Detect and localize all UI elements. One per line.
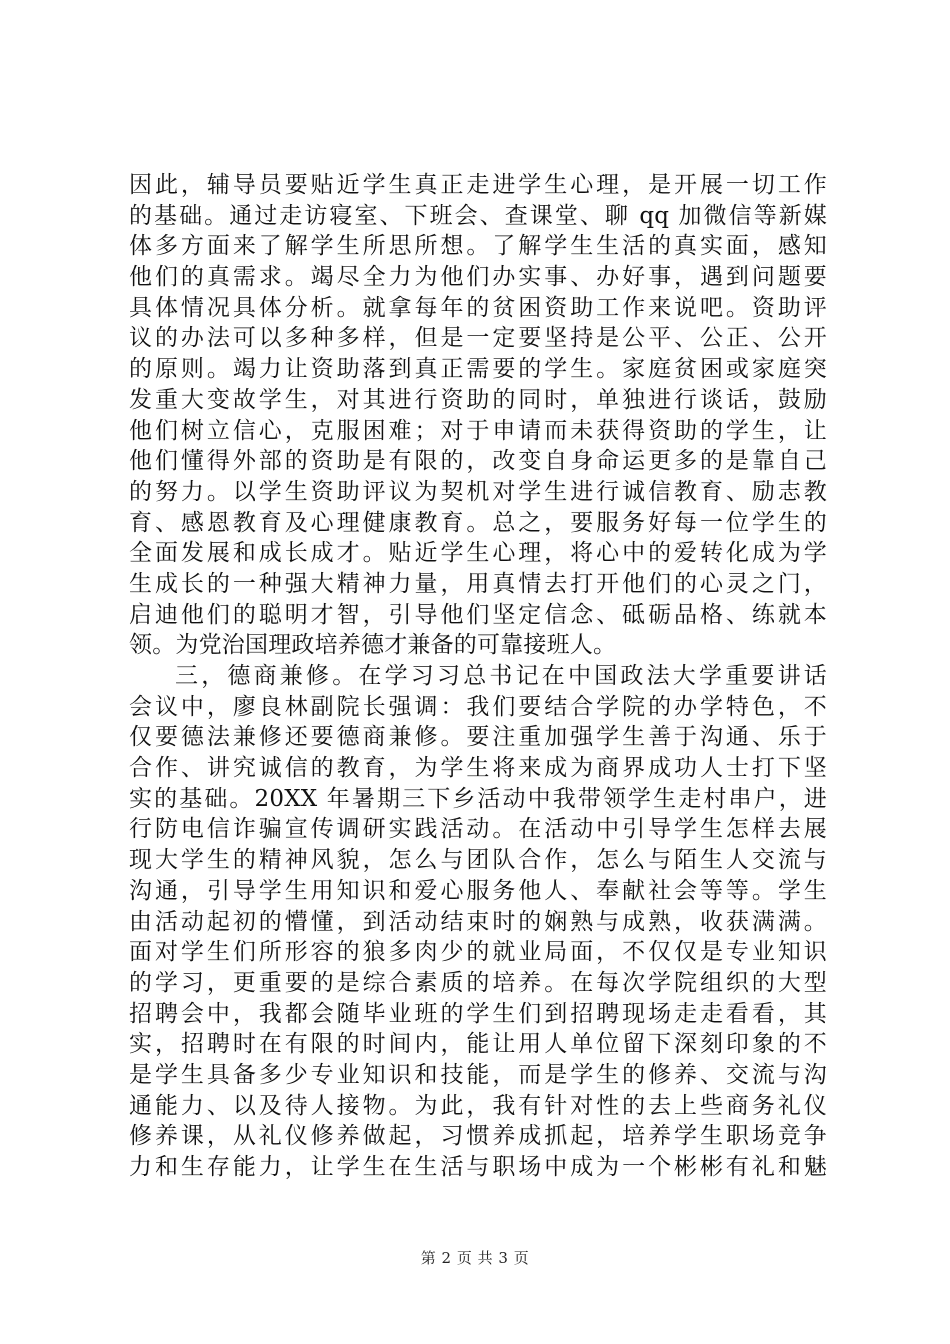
text-line: 的基础。通过走访寝室、下班会、查课堂、聊 qq 加微信等新媒: [129, 202, 827, 229]
text-line: 实的基础。20XX 年暑期三下乡活动中我带领学生走村串户，进: [129, 785, 827, 812]
section-heading-line: 三，德商兼修。在学习习总书记在中国政法大学重要讲话: [175, 663, 827, 689]
text-line: 的努力。以学生资助评议为契机对学生进行诚信教育、励志教: [129, 478, 827, 505]
text-line: 发重大变故学生，对其进行资助的同时，单独进行谈话，鼓励: [129, 386, 827, 413]
text-line: 他们树立信心，克服困难；对于申请而未获得资助的学生，让: [129, 417, 827, 444]
text-line: 具体情况具体分析。就拿每年的贫困资助工作来说吧。资助评: [129, 294, 827, 321]
text-line: 行防电信诈骗宣传调研实践活动。在活动中引导学生怎样去展: [129, 816, 827, 843]
text-line: 是学生具备多少专业知识和技能，而是学生的修养、交流与沟: [129, 1061, 827, 1088]
body-text: [129, 170, 827, 1183]
text-line: 通能力、以及待人接物。为此，我有针对性的去上些商务礼仪: [129, 1092, 827, 1119]
text-line: 育、感恩教育及心理健康教育。总之，要服务好每一位学生的: [129, 509, 827, 536]
text-line: 仅要德法兼修还要德商兼修。要注重加强学生善于沟通、乐于: [129, 724, 827, 751]
text-line: 面对学生们所形容的狼多肉少的就业局面，不仅仅是专业知识: [129, 939, 827, 966]
text-line: 沟通，引导学生用知识和爱心服务他人、奉献社会等等。学生: [129, 877, 827, 904]
text-line: 会议中，廖良林副院长强调：我们要结合学院的办学特色，不: [129, 693, 827, 720]
text-line: 体多方面来了解学生所思所想。了解学生生活的真实面，感知: [129, 233, 827, 260]
text-line: 议的办法可以多种多样，但是一定要坚持是公平、公正、公开: [129, 325, 827, 352]
text-line: 因此，辅导员要贴近学生真正走进学生心理，是开展一切工作: [129, 172, 827, 198]
text-line: 启迪他们的聪明才智，引导他们坚定信念、砥砺品格、练就本: [129, 601, 827, 628]
text-line: 实，招聘时在有限的时间内，能让用人单位留下深刻印象的不: [129, 1031, 827, 1058]
text-line: 合作、讲究诚信的教育，为学生将来成为商界成功人士打下坚: [129, 755, 827, 782]
text-line: 现大学生的精神风貌，怎么与团队合作，怎么与陌生人交流与: [129, 847, 827, 874]
text-line: 招聘会中，我都会随毕业班的学生们到招聘现场走走看看，其: [129, 1000, 827, 1027]
text-line: 领。为党治国理政培养德才兼备的可靠接班人。: [129, 632, 617, 659]
text-line: 由活动起初的懵懂，到活动结束时的娴熟与成熟，收获满满。: [129, 908, 827, 935]
text-line: 他们懂得外部的资助是有限的，改变自身命运更多的是靠自己: [129, 448, 827, 475]
text-line: 他们的真需求。竭尽全力为他们办实事、办好事，遇到问题要: [129, 264, 827, 291]
text-line: 全面发展和成长成才。贴近学生心理，将心中的爱转化成为学: [129, 540, 827, 567]
text-line: 生成长的一种强大精神力量，用真情去打开他们的心灵之门，: [129, 570, 827, 597]
text-line: 的学习，更重要的是综合素质的培养。在每次学院组织的大型: [129, 969, 827, 996]
text-line: 的原则。竭力让资助落到真正需要的学生。家庭贫困或家庭突: [129, 356, 827, 383]
text-line: 力和生存能力，让学生在生活与职场中成为一个彬彬有礼和魅: [129, 1154, 827, 1180]
page-number-footer: 第 2 页 共 3 页: [420, 1249, 530, 1267]
text-line: 修养课，从礼仪修养做起，习惯养成抓起，培养学生职场竞争: [129, 1123, 827, 1150]
